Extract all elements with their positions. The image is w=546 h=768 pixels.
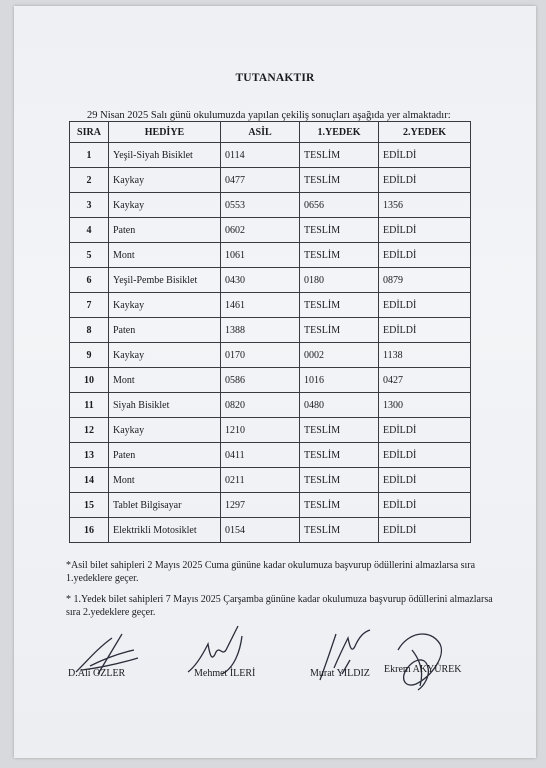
cell-yedek1: 0180 <box>300 268 379 293</box>
cell-hediye: Paten <box>109 443 221 468</box>
cell-yedek2: EDİLDİ <box>379 293 471 318</box>
intro-text: 29 Nisan 2025 Salı günü okulumuzda yapılan çekiliş sonuçları aşağıda yer almaktadır: <box>87 110 451 121</box>
cell-hediye: Mont <box>109 243 221 268</box>
cell-sira: 3 <box>70 193 109 218</box>
cell-yedek2: EDİLDİ <box>379 493 471 518</box>
cell-yedek2: EDİLDİ <box>379 443 471 468</box>
signature-area <box>0 620 546 700</box>
table-row <box>70 318 471 343</box>
table-row <box>70 493 471 518</box>
signature-name-2: Mehmet İLERİ <box>194 668 256 679</box>
cell-sira: 1 <box>70 143 109 168</box>
cell-yedek1: TESLİM <box>300 418 379 443</box>
cell-asil: 1210 <box>221 418 300 443</box>
cell-sira: 12 <box>70 418 109 443</box>
cell-yedek1: 0656 <box>300 193 379 218</box>
cell-sira: 6 <box>70 268 109 293</box>
cell-hediye: Mont <box>109 468 221 493</box>
signature-block-4 <box>384 620 494 696</box>
results-table <box>69 121 471 543</box>
cell-yedek2: EDİLDİ <box>379 143 471 168</box>
cell-hediye: Mont <box>109 368 221 393</box>
cell-yedek2: EDİLDİ <box>379 418 471 443</box>
table-row <box>70 418 471 443</box>
table-row <box>70 193 471 218</box>
cell-sira: 11 <box>70 393 109 418</box>
cell-asil: 0154 <box>221 518 300 543</box>
cell-hediye: Kaykay <box>109 168 221 193</box>
cell-asil: 0430 <box>221 268 300 293</box>
cell-asil: 1388 <box>221 318 300 343</box>
cell-yedek1: TESLİM <box>300 468 379 493</box>
cell-yedek1: TESLİM <box>300 293 379 318</box>
cell-hediye: Siyah Bisiklet <box>109 393 221 418</box>
document-title: TUTANAKTIR <box>235 72 315 84</box>
cell-yedek1: 0002 <box>300 343 379 368</box>
cell-hediye: Kaykay <box>109 418 221 443</box>
note-asil: *Asil bilet sahipleri 2 Mayıs 2025 Cuma gününe kadar okulumuza başvurup ödüllerini almazlarsa sıra 1.yedeklere geçer. <box>66 560 476 584</box>
cell-asil: 1461 <box>221 293 300 318</box>
cell-hediye: Paten <box>109 218 221 243</box>
cell-yedek2: EDİLDİ <box>379 468 471 493</box>
cell-asil: 0553 <box>221 193 300 218</box>
cell-sira: 13 <box>70 443 109 468</box>
cell-yedek2: EDİLDİ <box>379 318 471 343</box>
cell-hediye: Tablet Bilgisayar <box>109 493 221 518</box>
cell-sira: 7 <box>70 293 109 318</box>
cell-yedek2: 0427 <box>379 368 471 393</box>
cell-yedek1: 1016 <box>300 368 379 393</box>
cell-hediye: Kaykay <box>109 343 221 368</box>
table-row <box>70 443 471 468</box>
cell-sira: 5 <box>70 243 109 268</box>
note-yedek: * 1.Yedek bilet sahipleri 7 Mayıs 2025 Çarşamba gününe kadar okulumuza başvurup ödüllerini almazlarsa sıra 2.yedeklere geçer. <box>66 594 493 618</box>
cell-yedek1: TESLİM <box>300 243 379 268</box>
table-row <box>70 243 471 268</box>
table-row <box>70 218 471 243</box>
cell-yedek1: TESLİM <box>300 443 379 468</box>
cell-sira: 16 <box>70 518 109 543</box>
cell-sira: 9 <box>70 343 109 368</box>
table-row <box>70 368 471 393</box>
cell-sira: 15 <box>70 493 109 518</box>
cell-hediye: Paten <box>109 318 221 343</box>
signature-name-1: D.Ali ÖZLER <box>68 668 126 679</box>
cell-asil: 1297 <box>221 493 300 518</box>
cell-sira: 10 <box>70 368 109 393</box>
cell-yedek2: EDİLDİ <box>379 218 471 243</box>
table-row <box>70 168 471 193</box>
table-row <box>70 393 471 418</box>
cell-yedek1: TESLİM <box>300 143 379 168</box>
cell-asil: 1061 <box>221 243 300 268</box>
cell-asil: 0170 <box>221 343 300 368</box>
table-row <box>70 268 471 293</box>
signature-name-3: Murat YILDIZ <box>310 668 370 679</box>
signature-block-1 <box>68 630 158 690</box>
header-sira: SIRA <box>70 122 109 143</box>
cell-yedek2: EDİLDİ <box>379 243 471 268</box>
header-asil: ASİL <box>221 122 300 143</box>
table-row <box>70 343 471 368</box>
cell-yedek1: 0480 <box>300 393 379 418</box>
table-row <box>70 468 471 493</box>
cell-yedek1: TESLİM <box>300 518 379 543</box>
cell-asil: 0586 <box>221 368 300 393</box>
cell-asil: 0602 <box>221 218 300 243</box>
cell-yedek2: 0879 <box>379 268 471 293</box>
cell-yedek1: TESLİM <box>300 318 379 343</box>
signature-name-4: Ekrem AKYÜREK <box>384 664 462 675</box>
cell-sira: 14 <box>70 468 109 493</box>
cell-hediye: Yeşil-Siyah Bisiklet <box>109 143 221 168</box>
cell-yedek2: EDİLDİ <box>379 518 471 543</box>
cell-asil: 0820 <box>221 393 300 418</box>
cell-yedek2: 1138 <box>379 343 471 368</box>
table-row <box>70 518 471 543</box>
table-header-row <box>70 122 471 143</box>
cell-yedek2: EDİLDİ <box>379 168 471 193</box>
table-row <box>70 293 471 318</box>
header-hediye: HEDİYE <box>109 122 221 143</box>
cell-sira: 8 <box>70 318 109 343</box>
cell-yedek1: TESLİM <box>300 218 379 243</box>
cell-asil: 0114 <box>221 143 300 168</box>
signature-scribble-4 <box>384 620 494 696</box>
cell-hediye: Yeşil-Pembe Bisiklet <box>109 268 221 293</box>
cell-yedek2: 1356 <box>379 193 471 218</box>
header-yedek1: 1.YEDEK <box>300 122 379 143</box>
cell-yedek1: TESLİM <box>300 168 379 193</box>
table-row <box>70 143 471 168</box>
cell-hediye: Kaykay <box>109 193 221 218</box>
signature-block-2 <box>182 622 282 692</box>
cell-yedek1: TESLİM <box>300 493 379 518</box>
cell-yedek2: 1300 <box>379 393 471 418</box>
cell-sira: 2 <box>70 168 109 193</box>
cell-asil: 0411 <box>221 443 300 468</box>
cell-asil: 0477 <box>221 168 300 193</box>
cell-hediye: Kaykay <box>109 293 221 318</box>
header-yedek2: 2.YEDEK <box>379 122 471 143</box>
cell-asil: 0211 <box>221 468 300 493</box>
cell-hediye: Elektrikli Motosiklet <box>109 518 221 543</box>
cell-sira: 4 <box>70 218 109 243</box>
